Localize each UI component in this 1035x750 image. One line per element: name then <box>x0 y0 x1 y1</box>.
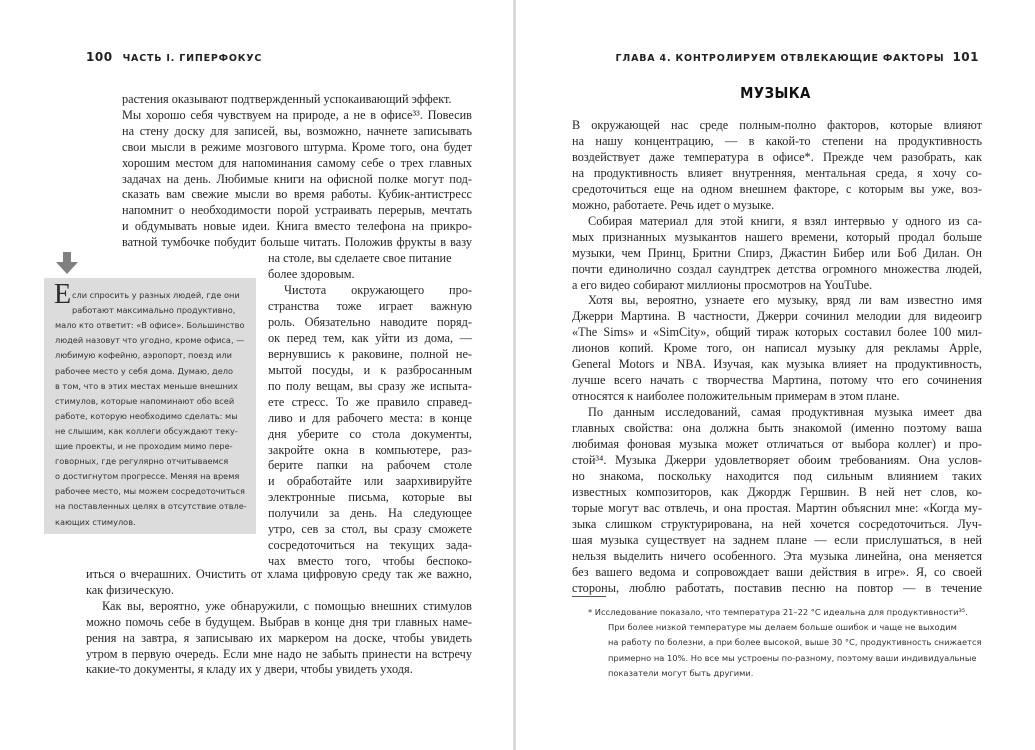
body-text-line: В окружающей нас среде полным-полно факторов, которые влияют <box>572 118 982 132</box>
body-text-line: General Motors и NBA. Изучая, как музыка влияет на продуктивность, <box>572 357 982 372</box>
left-running-head <box>86 50 262 64</box>
sidebar-text-line: рабочее место у себя дома. Думаю, дело <box>55 365 233 376</box>
column-text-line: странства тоже играет важную <box>268 298 472 313</box>
sidebar-text-line: стимулов, которые напоминают обо всей <box>55 395 235 406</box>
sidebar-text-line: работе, которую необходимо сделать: мы <box>55 410 238 421</box>
body-text-line: «The Sims» и «SimCity», общий тираж которых составил более 100 мил- <box>572 325 982 340</box>
body-text-line: иться о вчерашних. Очистить от хлама цифровую среду так же важно, <box>86 567 472 581</box>
body-text-line: стой³⁴. Музыка Джерри удовлетворяет обоим требованиям. Она услов- <box>572 452 982 467</box>
body-text-line: без вашего ведома и сопровождает ваши действия в игре». Я, со своей <box>572 564 982 579</box>
body-text-line: главных свойства: она должна быть знакомой (именно поэтому ваша <box>572 421 982 436</box>
body-text-line: на столе, вы сделаете свое питание <box>268 251 452 265</box>
column-text-line: получили за день. На следующее <box>268 506 472 521</box>
body-text-line: воздействует даже температура в офисе*. Прежде чем разобрать, как <box>572 149 982 164</box>
footnote-rule <box>572 596 606 597</box>
body-text-line: шая музыка существует на заднем плане — если прислушаться, в ней <box>572 532 982 547</box>
body-text-line: а его видео собирают миллионы просмотров на YouTube. <box>572 277 873 292</box>
body-text-line: любимая фоновая музыка может отличаться от выбора коллег) и про- <box>572 437 982 451</box>
right-running-head <box>616 50 979 64</box>
column-text-line: электронные письма, которые вы <box>268 490 472 505</box>
sidebar-text-line: о достигнутом прогрессе. Меняя на время <box>55 471 240 482</box>
body-text-line: можно помочь себе в будущем. Выбрав в конце дня три главных наме- <box>86 614 472 629</box>
column-text-line: Чистота окружающего про- <box>284 283 472 297</box>
sidebar-text-line: на поставленных целях в отсутствие отвле- <box>55 501 247 512</box>
sidebar-text-line: любимую кофейню, аэропорт, поезд или <box>55 350 232 361</box>
body-text-line: рения на завтра, я записываю их маркером на доске, чтобы увидеть <box>86 630 472 645</box>
arrow-down-icon <box>56 252 78 274</box>
body-text-line: более здоровым. <box>268 266 355 281</box>
column-text-line: сосредоточиться на текущих зада- <box>268 538 472 553</box>
column-text-line: роль. Обязательно наводите поряд- <box>268 314 472 329</box>
body-text-line: на стену доску для записей, вы, возможно, начнете записывать <box>122 123 472 138</box>
sidebar-text-line: говорных, где регулярно отчитываемся <box>55 456 229 467</box>
right-page <box>516 0 1035 750</box>
column-text-line: ете стресс. То же правило справед- <box>268 394 472 409</box>
sidebar-text-line: сли спросить у разных людей, где они <box>72 290 240 300</box>
body-text-line: сказать вам свежие мысли во время работы. Кубик-антистресс <box>122 187 472 202</box>
column-text-line: берите папки на рабочем столе <box>268 458 472 473</box>
body-text-line: По данным исследований, самая продуктивная музыка имеет два <box>588 405 982 420</box>
column-text-line: по полу вещам, вы сразу же испыта- <box>268 378 472 393</box>
body-text-line: хорошим местом для напоминания самому себе о трех главных <box>122 155 472 170</box>
body-text-line: утром в первую очередь. Если мне надо не забыть принести на встречу <box>86 646 472 661</box>
body-text-line: музыки, чем Принц, Бритни Спирз, Джастин Бибер или Боб Дилан. Он <box>572 245 982 260</box>
left-running-head-title: ЧАСТЬ I. ГИПЕРФОКУС <box>122 53 263 64</box>
column-text-line: закройте окна в компьютере, раз- <box>268 442 472 457</box>
body-text-line: лучше всего начать с творчества Мартина, потому что его сочинения <box>572 373 982 388</box>
body-text-line: растения оказывают подтвержденный успокаивающий эффект. <box>122 92 452 106</box>
body-text-line: почти единолично создал саундтрек детства огромного множества людей, <box>572 261 982 276</box>
footnote-line: * Исследование показало, что температура 21–22 °С идеальна для продуктивности³⁵. <box>588 607 968 617</box>
right-running-head-title: ГЛАВА 4. КОНТРОЛИРУЕМ ОТВЛЕКАЮЩИЕ ФАКТОРЫ <box>615 53 945 64</box>
sidebar-box <box>44 278 256 534</box>
body-text-line: средоточиться еще на одном внешнем факторе, с которым вы уже, воз- <box>572 181 982 196</box>
body-text-line: Джерри Мартина. В частности, Джерри сочинил мелодии для видеоигр <box>572 309 982 324</box>
footnote-line: При более низкой температуре мы делаем больше ошибок и чаще не выходим <box>608 622 957 633</box>
footnote-line: на работу по болезни, а при более высокой, выше 30 °С, продуктивность снижается <box>608 637 982 648</box>
section-heading: МУЗЫКА <box>740 84 811 102</box>
right-page-number: 101 <box>952 50 979 64</box>
sidebar-text-line: рабочее место, мы можем сосредоточиться <box>55 486 245 497</box>
column-text-line: ливо и для рабочего места: в конце <box>268 410 472 425</box>
body-text-line: известных композиторов, как Джордж Гершвин. В ней нет слов, ко- <box>572 484 982 499</box>
body-text-line: лионов копий. Кроме того, он написал музыку для рекламы Apple, <box>572 341 982 356</box>
body-text-line: относятся к наиболее положительным примерам в этом плане. <box>572 389 900 404</box>
column-text-line: и обработайте или заархивируйте <box>268 474 472 489</box>
body-text-line: на нашу концентрацию, — в какой-то степени на продуктивность <box>572 133 982 148</box>
footnote-line: показатели могут быть другими. <box>608 667 754 678</box>
body-text-line: задачах на день. Любимые книги на офисной полке могут под- <box>122 171 472 186</box>
body-text-line: Собирая материал для этой книги, я взял интервью у одного из са- <box>588 213 982 228</box>
body-text-line: Хотя вы, вероятно, узнаете его музыку, вряд ли вам известно имя <box>588 293 982 308</box>
sidebar-text-line: щие проекты, и не проходим мимо пере- <box>55 441 233 451</box>
body-text-line: ватной тумбочке побудит больше читать. Положив фрукты в вазу <box>122 235 472 250</box>
footnote-line: примерно на 10%. Но все мы устроены по-разному, поэтому ваши индивидуальные <box>608 652 977 663</box>
column-text-line: дня уберите со стола документы, <box>268 426 472 441</box>
column-text-line: мытой посуды, и к разбросанным <box>268 362 472 377</box>
body-text-line: торые могут вас отвлечь, и она простая. Мартин объяснил мне: «Когда му- <box>572 500 982 515</box>
sidebar-text-line: в том, что в этих местах меньше внешних <box>55 380 238 391</box>
body-text-line: Как вы, вероятно, уже обнаружили, с помощью внешних стимулов <box>102 598 472 613</box>
sidebar-text-line: кающих стимулов. <box>55 516 136 527</box>
column-text-line: ок перед тем, как уйти из дома, — <box>268 330 472 345</box>
body-text-line: напомнит о необходимости порой устраивать перерыв, мечтать <box>122 203 472 218</box>
sidebar-text-line: мало кто ответит: «В офисе». Большинство <box>55 320 245 331</box>
body-text-line: и обдумывать новые идеи. Книга вместо телефона на прикро- <box>122 219 472 234</box>
body-text-line: какие-то документы, я кладу их у двери, чтобы увидеть уходя. <box>86 662 413 677</box>
sidebar-text-line: работают максимально продуктивно, <box>72 305 236 316</box>
body-text-line: мых признанных музыкантов нашего времени, который продал больше <box>572 229 982 244</box>
body-text-line: как физическую. <box>86 582 174 597</box>
sidebar-drop-cap: Е <box>54 279 72 310</box>
body-text-line: но знакома, поскольку находится под сильным влиянием таких <box>572 468 982 483</box>
body-text-line: можно, работаете. Речь идет о музыке. <box>572 197 775 212</box>
left-page <box>0 0 514 750</box>
sidebar-text-line: людей назовут что угодно, кроме офиса, — <box>55 335 245 346</box>
left-page-number: 100 <box>86 50 113 64</box>
body-text-line: Мы хорошо себя чувствуем на природе, а не в офисе³³. Повесив <box>122 107 472 122</box>
body-text-line: зыка слишком структурирована, на ней хочется сосредоточиться. Луч- <box>572 516 982 531</box>
body-text-line: на продуктивность влияет внутренняя, ментальная среда, я хочу со- <box>572 165 982 180</box>
column-text-line: вернувшись к раковине, полной не- <box>268 346 472 361</box>
body-text-line: нельзя выделить ничего особенного. Эта музыка линейна, она меняется <box>572 548 982 563</box>
body-text-line: стороны, люблю работать, поставив песню на повтор — в течение <box>572 580 982 595</box>
column-text-line: утро, сев за стол, вы сразу сможете <box>268 522 472 537</box>
body-text-line: свои мысли в режиме мозгового штурма. Кроме того, она будет <box>122 139 472 154</box>
column-text-line: чах вместо того, чтобы беспоко- <box>268 554 472 569</box>
sidebar-text-line: не слышим, как коллеги обсуждают теку- <box>55 425 238 436</box>
